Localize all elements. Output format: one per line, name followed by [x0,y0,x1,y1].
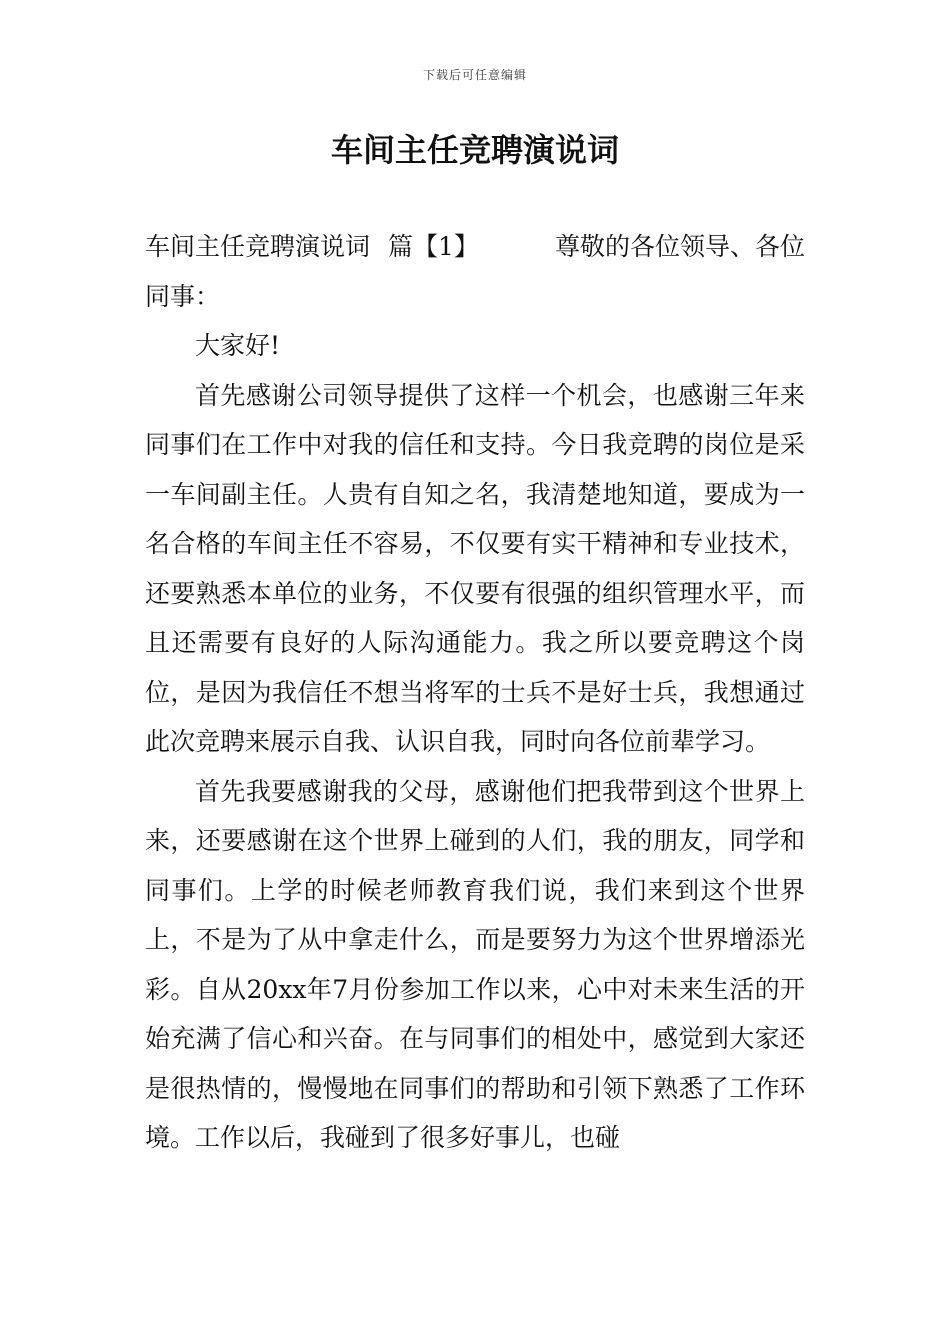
salutation-part1: 尊敬的各位领导、各位 [554,232,805,261]
intro-section-label: 篇【1】 [388,232,479,261]
greeting: 大家好! [195,331,281,360]
salutation-part2: 同事： [145,281,221,311]
intro-left [145,222,479,272]
paragraph-1: 首先感谢公司领导提供了这样一个机会，也感谢三年来同事们在工作中对我的信任和支持。今日我竞聘的岗位是采一车间副主任。人贵有自知之名，我清楚地知道，要成为一名合格的车间主任不容易，不仅要有实干精神和专业技术，还要熟悉本单位的业务，不仅要有很强的组织管理水平，而且还需要有良好的人际沟通能力。我之所以要竞聘这个岗位，是因为我信任不想当将军的士兵不是好士兵，我想通过此次竞聘来展示自我、认识自我，同时向各位前辈学习。 [145,380,805,756]
intro-line [145,222,805,272]
page-header-note: 下载后可任意编辑 [422,68,527,82]
intro-title-ref: 车间主任竞聘演说词 [145,232,371,261]
document-title: 车间主任竞聘演说词 [330,131,619,169]
paragraph-2: 首先我要感谢我的父母，感谢他们把我带到这个世界上来，还要感谢在这个世界上碰到的人们，我的朋友，同学和同事们。上学的时候老师教育我们说，我们来到这个世界上，不是为了从中拿走什么，而是要努力为这个世界增添光彩。自从20xx年7月份参加工作以来，心中对未来生活的开始充满了信心和兴奋。在与同事们的相处中，感觉到大家还是很热情的，慢慢地在同事们的帮助和引领下熟悉了工作环境。工作以后，我碰到了很多好事儿，也碰 [145,776,805,1152]
document-body [145,222,805,1163]
